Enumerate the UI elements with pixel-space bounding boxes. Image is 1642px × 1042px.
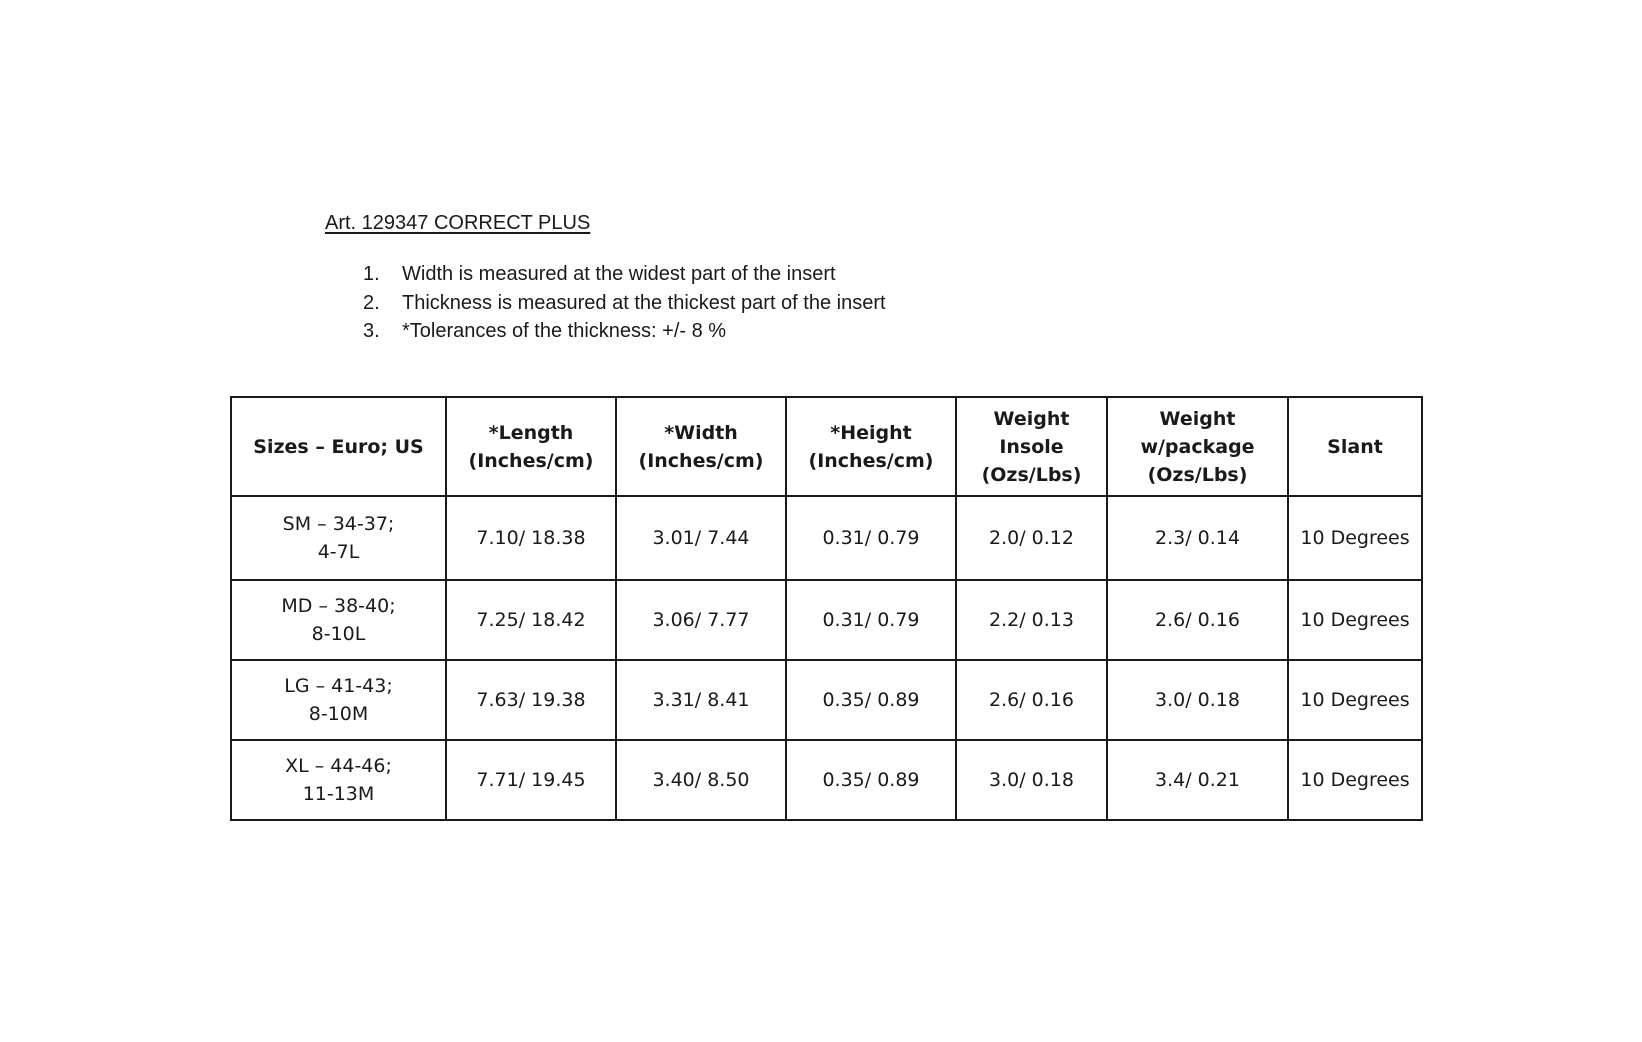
size-us: 8-10L: [311, 623, 366, 645]
slant-cell: 10 Degrees: [1288, 740, 1422, 820]
header-line: (Inches/cm): [638, 449, 764, 472]
header-line: Sizes – Euro; US: [253, 435, 424, 458]
note-number: 1.: [363, 263, 380, 285]
weight-package-cell: 2.3/ 0.14: [1107, 496, 1288, 580]
header-line: (Ozs/Lbs): [1147, 463, 1248, 486]
weight-insole-cell: 2.6/ 0.16: [956, 660, 1107, 740]
note-item: [363, 289, 886, 318]
height-cell: 0.31/ 0.79: [786, 580, 956, 660]
header-line: (Inches/cm): [468, 449, 594, 472]
width-cell: 3.31/ 8.41: [616, 660, 786, 740]
size-cell: [231, 740, 446, 820]
weight-insole-cell: 2.0/ 0.12: [956, 496, 1107, 580]
header-line: Weight: [993, 407, 1070, 430]
length-cell: 7.10/ 18.38: [446, 496, 616, 580]
size-us: 4-7L: [317, 541, 360, 563]
header-line: (Inches/cm): [808, 449, 934, 472]
size-us: 11-13M: [302, 783, 375, 805]
slant-cell: 10 Degrees: [1288, 580, 1422, 660]
note-number: 3.: [363, 320, 380, 342]
header-length: [446, 397, 616, 496]
length-cell: 7.25/ 18.42: [446, 580, 616, 660]
length-cell: 7.63/ 19.38: [446, 660, 616, 740]
slant-cell: 10 Degrees: [1288, 496, 1422, 580]
note-item: [363, 260, 886, 289]
note-text: Width is measured at the widest part of the insert: [402, 263, 836, 285]
table-row: [231, 496, 1422, 580]
header-line: Insole: [999, 435, 1064, 458]
height-cell: 0.35/ 0.89: [786, 660, 956, 740]
header-line: Slant: [1327, 435, 1383, 458]
header-weight-package: [1107, 397, 1288, 496]
header-sizes: [231, 397, 446, 496]
header-height: [786, 397, 956, 496]
size-cell: [231, 496, 446, 580]
size-euro: SM – 34-37;: [282, 513, 395, 535]
slant-cell: 10 Degrees: [1288, 660, 1422, 740]
size-cell: [231, 660, 446, 740]
length-cell: 7.71/ 19.45: [446, 740, 616, 820]
weight-insole-cell: 2.2/ 0.13: [956, 580, 1107, 660]
width-cell: 3.01/ 7.44: [616, 496, 786, 580]
header-line: (Ozs/Lbs): [981, 463, 1082, 486]
width-cell: 3.06/ 7.77: [616, 580, 786, 660]
weight-package-cell: 3.4/ 0.21: [1107, 740, 1288, 820]
header-slant: [1288, 397, 1422, 496]
weight-package-cell: 2.6/ 0.16: [1107, 580, 1288, 660]
size-us: 8-10M: [308, 703, 369, 725]
table-row: [231, 580, 1422, 660]
note-text: *Tolerances of the thickness: +/- 8 %: [402, 320, 727, 342]
size-euro: LG – 41-43;: [284, 675, 393, 697]
document-title: Art. 129347 CORRECT PLUS: [325, 212, 591, 234]
notes-list: [363, 260, 886, 346]
note-text: Thickness is measured at the thickest part of the insert: [402, 291, 886, 314]
header-width: [616, 397, 786, 496]
width-cell: 3.40/ 8.50: [616, 740, 786, 820]
header-line: *Width: [664, 421, 738, 444]
note-number: 2.: [363, 291, 380, 314]
size-spec-table: [230, 396, 1423, 821]
header-weight-insole: [956, 397, 1107, 496]
weight-insole-cell: 3.0/ 0.18: [956, 740, 1107, 820]
table-row: [231, 660, 1422, 740]
table-row: [231, 740, 1422, 820]
header-line: Weight: [1159, 407, 1236, 430]
height-cell: 0.31/ 0.79: [786, 496, 956, 580]
header-line: *Height: [830, 421, 912, 444]
size-euro: XL – 44-46;: [285, 755, 392, 777]
header-line: *Length: [488, 421, 574, 444]
header-line: w/package: [1140, 435, 1255, 458]
table-header-row: [231, 397, 1422, 496]
size-cell: [231, 580, 446, 660]
height-cell: 0.35/ 0.89: [786, 740, 956, 820]
weight-package-cell: 3.0/ 0.18: [1107, 660, 1288, 740]
note-item: [363, 317, 886, 346]
size-euro: MD – 38-40;: [281, 595, 396, 617]
